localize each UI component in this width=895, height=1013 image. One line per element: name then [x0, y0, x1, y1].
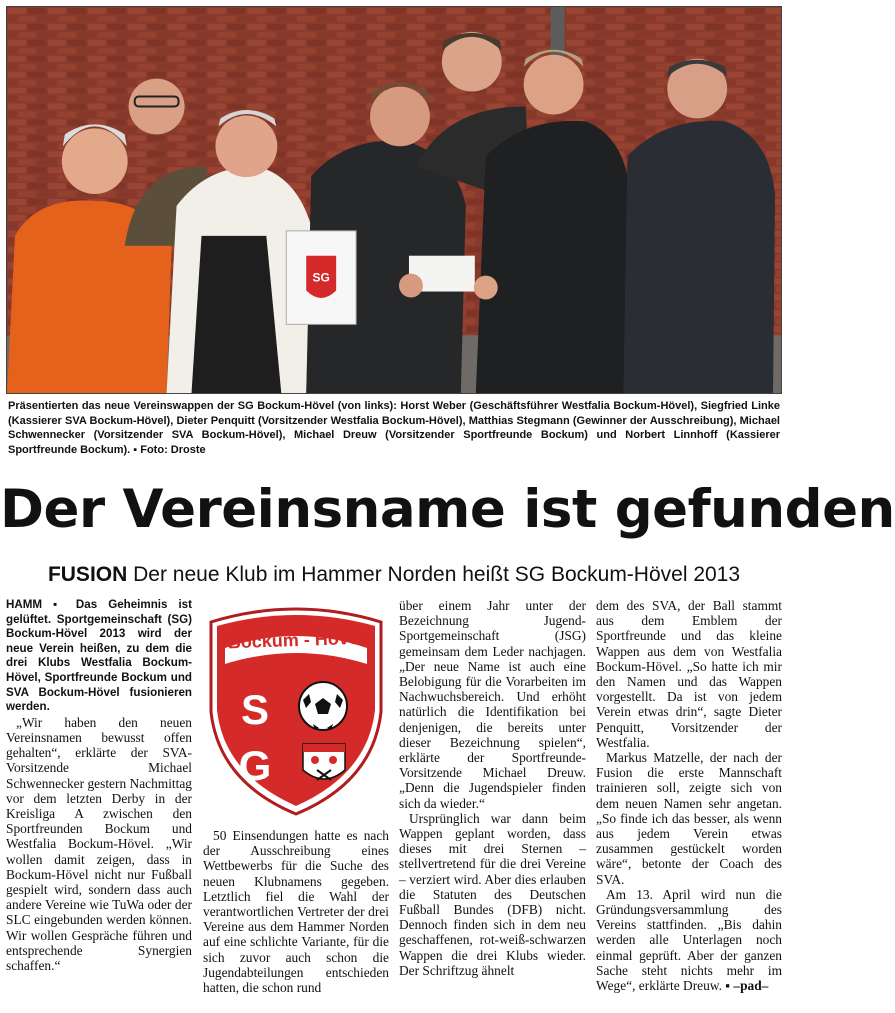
article-paragraph: über einem Jahr unter der Bezeichnung Jugend-Sportgemeinschaft (JSG) gemeinsam dem Leder nachjagen. „Der neue Name ist auch eine Belobigung für die Vorarbeiten im Nachwuchsbereich. Und erhöht natürlich die Identifikation bei denjenigen, die bereits unter dieser Bezeichnung spielen“, erklärte der Sportfreunde-Vorsitzende Michael Dreuw. „Denn die Jugendspieler finden sich da wieder.“: [399, 598, 586, 811]
kicker: FUSION: [47, 563, 128, 586]
photo-caption: Präsentierten das neue Vereinswappen der SG Bockum-Hövel (von links): Horst Weber (Geschäftsführer Westfalia Bockum-Hövel), Siegfried Linke (Kassierer SVA Bockum-Hövel), Dieter Penquitt (Vorsitzender Westfalia Bockum-Hövel), Matthias Stegmann (Gewinner der Ausschreibung), Michael Schwennecker (Vorsitzender SVA Bockum-Hövel), Michael Dreuw (Vorsitzender Sportfreunde Bockum) und Norbert Linnhoff (Kassierer Sportfreunde Bockum). ▪ Foto: Droste: [8, 400, 780, 456]
article-column-1: [6, 598, 192, 973]
article-paragraph: [596, 887, 782, 993]
crest-letter-s: S: [240, 686, 270, 733]
article-paragraph: „Wir haben den neuen Vereinsnamen bewusst offen gehalten“, erklärte der SVA-Vorsitzende Michael Schwennecker gestern Nachmittag vor dem letzten Derby in der Kreisliga A zwischen den Sportfreunden Bockum und Westfalia Bockum-Hövel. „Wir wollen damit zeigen, dass in Bockum-Hövel nicht nur Fußball gespielt wird, sondern dass auch andere Vereine wie TuWa oder der SLC eingebunden werden können. Wir wollen Gespräche führen und entsprechende Synergien schaffen.“: [6, 714, 192, 973]
crest-letter-g: G: [238, 742, 272, 789]
photo-scene: [7, 7, 781, 393]
article-column-3: [399, 598, 586, 978]
article-column-4: [596, 598, 782, 993]
crest-banner-text: Bockum - Hövel: [227, 627, 365, 653]
group-photo: [6, 6, 782, 394]
small-coat-of-arms-icon: [303, 744, 345, 780]
football-icon: [299, 682, 347, 730]
crest-poster: [286, 231, 356, 325]
subheadline: [0, 562, 788, 588]
headline: Der Vereinsname ist gefunden: [0, 479, 895, 540]
article-paragraph: 50 Einsendungen hatte es nach der Ausschreibung eines Wettbewerbs für die Suche des neuen Klubnamens gegeben. Letztlich fiel die Wahl der verantwortlichen Vertreter der drei Vereine aus dem Hammer Norden auf eine schlichte Variante, für die sich zuvor auch schon die Jugendabteilungen entschieden hatten, die schon rund: [203, 828, 389, 996]
article-paragraph: dem des SVA, der Ball stammt aus dem Emblem der Sportfreunde und das kleine Wappen aus dem von Westfalia Bockum-Hövel. „So hatte ich mir den Namen und das Wappen vorgestellt. Da ist von jedem Verein etwas drin“, sagte Dieter Penquitt, Vorsitzender der Westfalia.: [596, 598, 782, 750]
subheadline-text: Der neue Klub im Hammer Norden heißt SG Bockum-Hövel 2013: [133, 563, 741, 586]
club-crest: [203, 602, 389, 818]
article-column-2: [203, 828, 389, 995]
article-lead: HAMM ▪ Das Geheimnis ist gelüftet. Sportgemeinschaft (SG) Bockum-Hövel 2013 wird der neue Verein heißen, zu dem die drei Klubs Westfalia Bockum-Hövel, Sportfreunde Bockum und SVA Bockum-Hövel fusionieren werden.: [6, 598, 192, 714]
article-paragraph: Markus Matzelle, der nach der Fusion die erste Mannschaft trainieren soll, zeigte sich von dem neuen Namen sehr angetan. „So finde ich das besser, als wenn aus jedem Verein etwas zusammen gestückelt worden wäre“, betonte der Coach des SVA.: [596, 750, 782, 887]
article-text: Am 13. April wird nun die Gründungsversammlung des Vereins stattfinden. „Bis dahin werden alle Unterlagen noch einmal geprüft. Aber der ganzen Sache steht nichts mehr im Wege“, erklärte Dreuw.: [596, 886, 782, 994]
author-signature: ▪ –pad–: [725, 978, 769, 994]
poster-text: SG: [312, 270, 330, 285]
article-paragraph: Ursprünglich war dann beim Wappen geplant worden, dass dieses mit drei Sternen – stellvertretend für die drei Vereine – verziert wird. Aber dies erlauben die Statuten des Deutschen Fußball Bundes (DFB) nicht. Dennoch finden sich in dem neu geschaffenen, rot-weiß-schwarzen Wappen die drei Klubs wieder. Der Schriftzug ähnelt: [399, 810, 586, 978]
hand: [399, 274, 423, 298]
hand: [474, 276, 498, 300]
